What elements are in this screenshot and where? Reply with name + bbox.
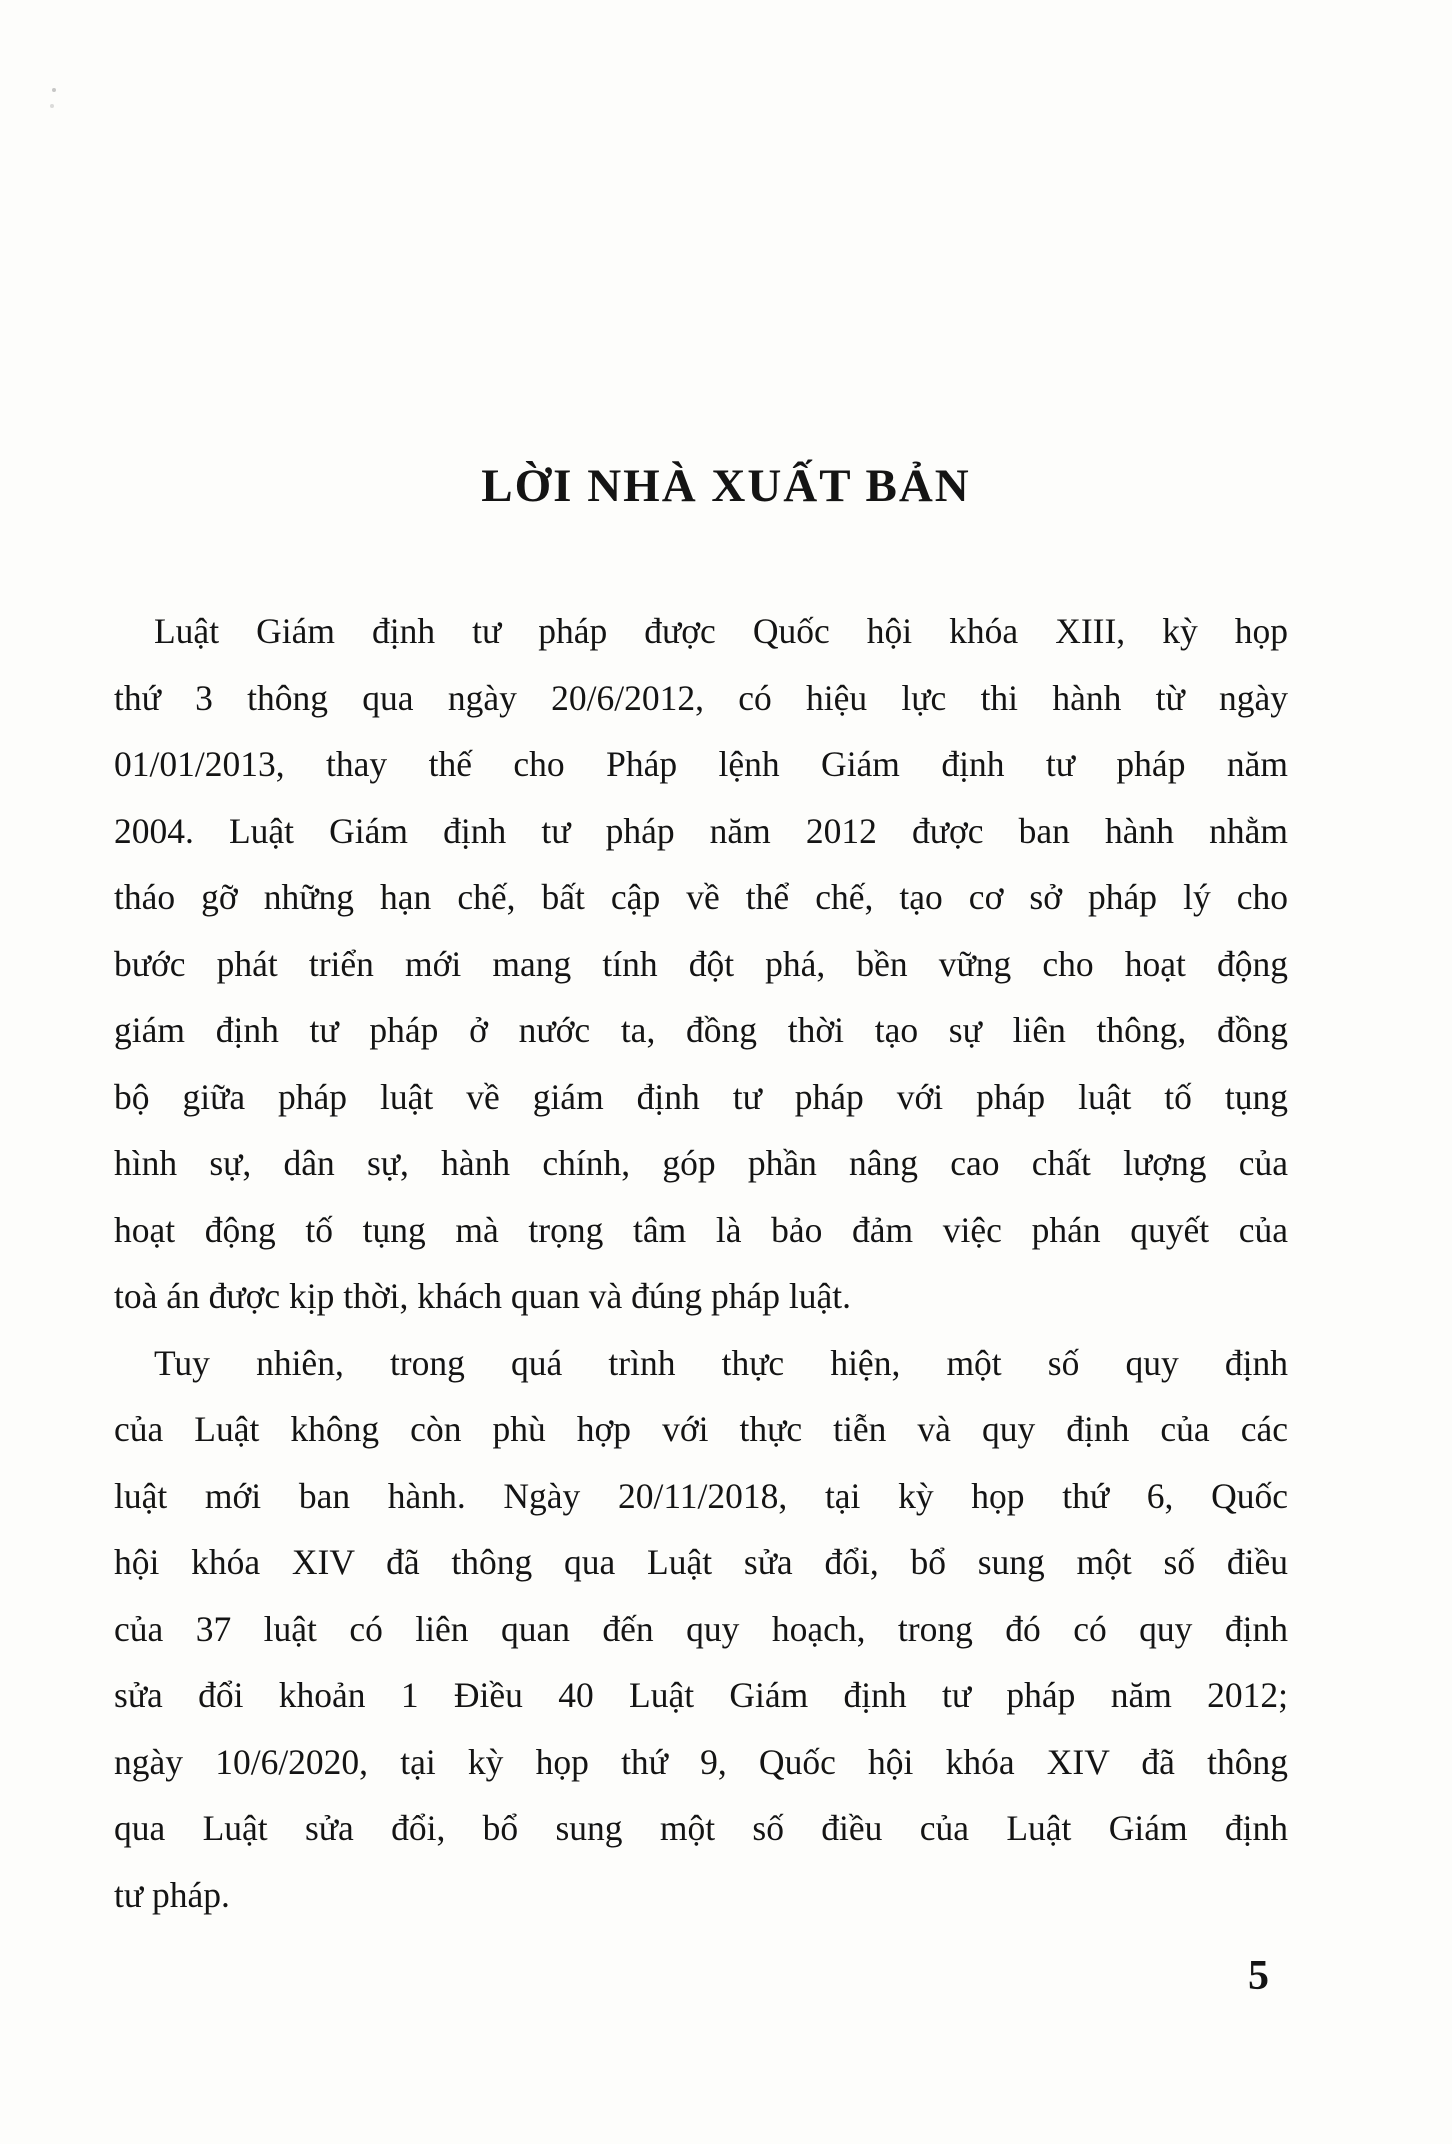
text-line: bước phát triển mới mang tính đột phá, bền vững cho hoạt động: [114, 943, 1288, 984]
text-line: của 37 luật có liên quan đến quy hoạch, trong đó có quy định: [114, 1608, 1288, 1649]
page-title: LỜI NHÀ XUẤT BẢN: [481, 460, 971, 513]
body-text: [114, 598, 1288, 1928]
text-line: tháo gỡ những hạn chế, bất cập về thể chế, tạo cơ sở pháp lý cho: [114, 877, 1288, 917]
text-line: toà án được kịp thời, khách quan và đúng pháp luật.: [114, 1276, 852, 1316]
paragraph-2: [114, 1330, 1288, 1929]
text-line: hoạt động tố tụng mà trọng tâm là bảo đảm việc phán quyết của: [114, 1209, 1288, 1250]
text-line: hình sự, dân sự, hành chính, góp phần nâng cao chất lượng của: [114, 1143, 1288, 1183]
paragraph-1: [114, 598, 1288, 1330]
text-line: qua Luật sửa đổi, bổ sung một số điều của Luật Giám định: [114, 1808, 1288, 1848]
text-line: luật mới ban hành. Ngày 20/11/2018, tại kỳ họp thứ 6, Quốc: [114, 1475, 1288, 1516]
text-line: Luật Giám định tư pháp được Quốc hội khóa XIII, kỳ họp: [154, 611, 1288, 651]
text-line: 2004. Luật Giám định tư pháp năm 2012 được ban hành nhằm: [114, 810, 1288, 851]
scan-speckle: [50, 104, 54, 108]
text-line: giám định tư pháp ở nước ta, đồng thời tạo sự liên thông, đồng: [114, 1010, 1288, 1050]
text-line: tư pháp.: [114, 1874, 230, 1915]
text-line: hội khóa XIV đã thông qua Luật sửa đổi, bổ sung một số điều: [114, 1542, 1288, 1582]
text-line: 01/01/2013, thay thế cho Pháp lệnh Giám định tư pháp năm: [114, 744, 1288, 784]
page-number: 5: [1248, 1953, 1269, 1999]
text-line: sửa đổi khoản 1 Điều 40 Luật Giám định tư pháp năm 2012;: [114, 1675, 1288, 1715]
text-line: ngày 10/6/2020, tại kỳ họp thứ 9, Quốc hội khóa XIV đã thông: [114, 1741, 1288, 1782]
scan-speckle: [52, 88, 56, 92]
text-line: của Luật không còn phù hợp với thực tiễn và quy định của các: [114, 1409, 1288, 1449]
text-line: Tuy nhiên, trong quá trình thực hiện, một số quy định: [154, 1342, 1288, 1383]
text-line: thứ 3 thông qua ngày 20/6/2012, có hiệu lực thi hành từ ngày: [114, 677, 1288, 718]
text-line: bộ giữa pháp luật về giám định tư pháp với pháp luật tố tụng: [114, 1076, 1288, 1117]
